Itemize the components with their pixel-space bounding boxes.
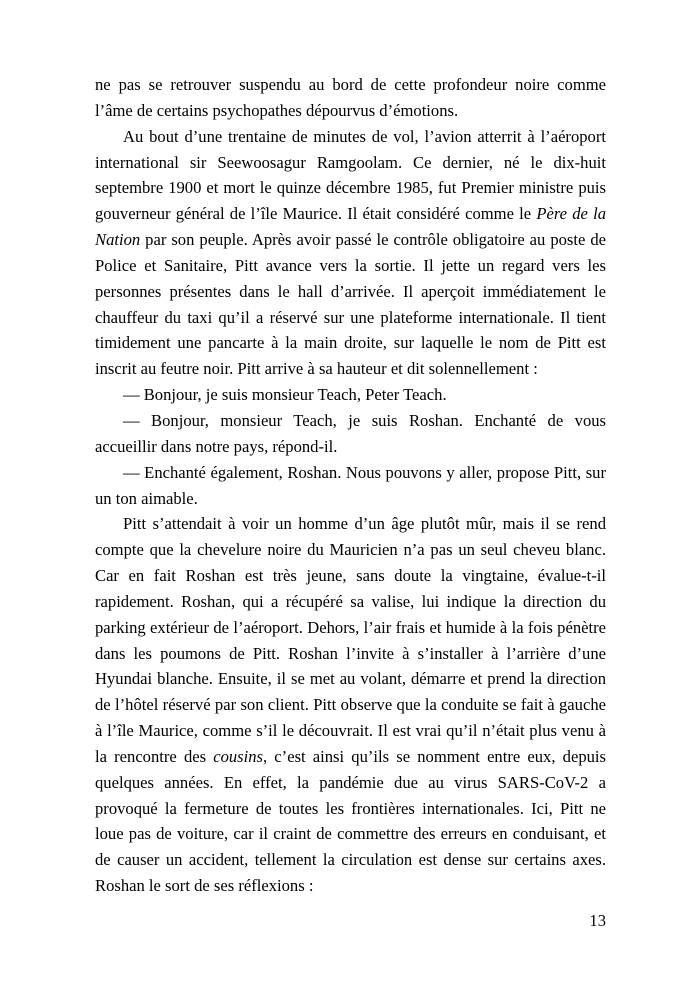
paragraph-roshan-part-1: Pitt s’attendait à voir un homme d’un âge plutôt mûr, mais il se rend compte que la chevelure noire du Mauricien n’a pas un seul cheveu blanc. Car en fait Roshan est très jeune, sans doute la vingtaine, évalue-t-il rapidement. Roshan, qui a récupéré sa valise, lui indique la direction du parking extérieur de l’aéroport. Dehors, l’air frais et humide à la fois pénètre dans les poumons de Pitt. Roshan l’invite à s’installer à l’arrière d’une Hyundai blanche. Ensuite, il se met au volant, démarre et prend la direction de l’hôtel réservé par son client. Pitt observe que la conduite se fait à gauche à l’île Maurice, comme s’il le découvrait. Il est vrai qu’il n’était plus venu à la rencontre des: [95, 514, 606, 766]
paragraph-roshan: [95, 511, 606, 899]
dialogue-line-2: — Bonjour, monsieur Teach, je suis Roshan. Enchanté de vous accueillir dans notre pays, répond-il.: [95, 410, 606, 456]
page-number: 13: [589, 911, 606, 930]
paragraph-continuation: ne pas se retrouver suspendu au bord de cette profondeur noire comme l’âme de certains psychopathes dépourvus d’émotions.: [95, 75, 606, 120]
dialogue-line-1: — Bonjour, je suis monsieur Teach, Peter Teach.: [123, 385, 447, 405]
emphasis-cousins: cousins: [213, 746, 263, 766]
paragraph-arrivee-part-1: Au bout d’une trentaine de minutes de vol, l’avion atterrit à l’aéroport international sir Seewoosagur Ramgoolam. Ce dernier, né le dix-huit septembre 1900 et mort le quinze décembre 1985, fut Premier ministre puis gouverneur général de l’île Maurice. Il était considéré comme le: [95, 126, 606, 224]
emphasis-pere-de-la-nation: Père de la Nation: [95, 204, 607, 250]
paragraph-arrivee-part-2: par son peuple. Après avoir passé le contrôle obligatoire au poste de Police et Sanitaire, Pitt avance vers la sortie. Il jette un regard vers les personnes présentes dans le hall d’arrivée. Il aperçoit immédiatement le chauffeur du taxi qu’il a réservé sur une plateforme internationale. Il tient timidement une pancarte à la main droite, sur laquelle le nom de Pitt est inscrit au feutre noir. Pitt arrive à sa hauteur et dit solennellement :: [95, 230, 606, 379]
dialogue-line-3: — Enchanté également, Roshan. Nous pouvons y aller, propose Pitt, sur un ton aimable.: [95, 462, 606, 508]
page-text-body: [95, 72, 606, 899]
paragraph-arrivee: [95, 124, 606, 382]
paragraph-roshan-part-2: , c’est ainsi qu’ils se nomment entre eux, depuis quelques années. En effet, la pandémie due au virus SARS-CoV-2 a provoqué la fermeture de toutes les frontières internationales. Ici, Pitt ne loue pas de voiture, car il craint de commettre des erreurs en conduisant, et de causer un accident, tellement la circulation est dense sur certains axes. Roshan le sort de ses réflexions :: [95, 746, 606, 896]
